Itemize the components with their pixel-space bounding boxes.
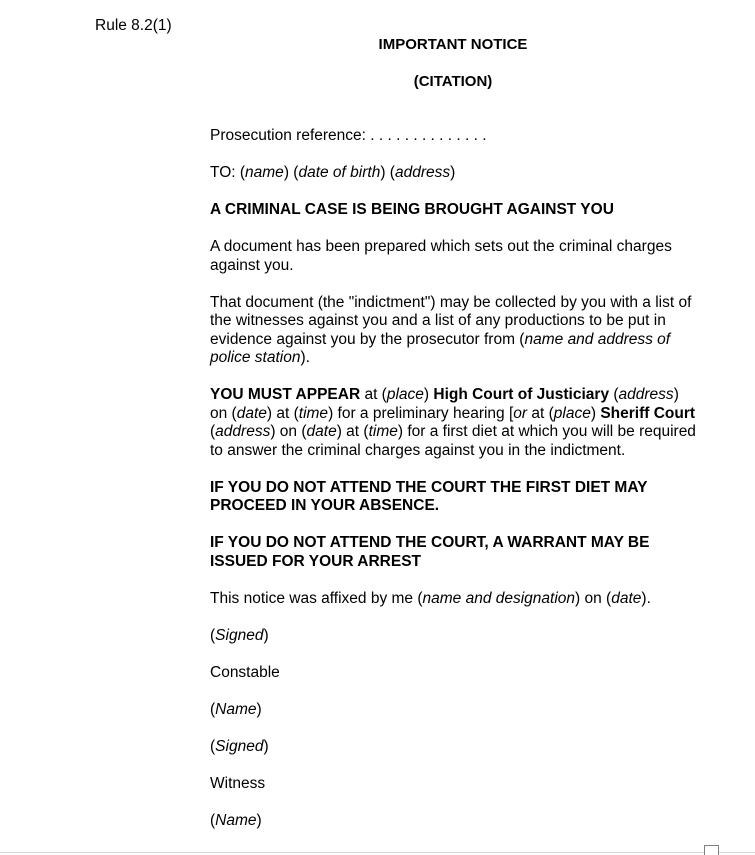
warrant-warning: IF YOU DO NOT ATTEND THE COURT, A WARRANT MAY BE ISSUED FOR YOUR ARREST [210, 534, 650, 570]
italic-text: date [611, 589, 642, 607]
text-segment: That document (the "indictment") may be collected by you with a list of the witnesses against you and a list of any productions to be put in evidence against you by the prosecutor from ( [210, 293, 692, 348]
witness-label: Witness [210, 774, 266, 792]
page-bottom-edge [0, 852, 755, 853]
text-segment: TO: ( [210, 164, 246, 181]
charges-paragraph: A document has been prepared which sets out the criminal charges against you. [210, 238, 672, 274]
italic-text: place [386, 386, 424, 403]
italic-text: Name [215, 700, 257, 718]
text-segment: ) at ( [336, 423, 369, 440]
layout-options-icon[interactable] [704, 845, 719, 855]
signed-line-witness [210, 738, 700, 757]
italic-text: date of birth [298, 164, 381, 181]
text-segment: ( [210, 700, 216, 718]
text-segment: ( [609, 386, 619, 403]
italic-text: time [368, 423, 398, 440]
italic-text: address [618, 386, 674, 403]
text-segment: Prosecution reference: [210, 127, 371, 144]
text-segment: ) [256, 811, 262, 829]
italic-text: place [553, 404, 591, 422]
indictment-paragraph [210, 294, 700, 368]
case-heading: A CRIMINAL CASE IS BEING BROUGHT AGAINST YOU [210, 201, 614, 218]
signed-line-constable [210, 627, 700, 646]
text-segment: ) on ( [210, 386, 679, 422]
text-segment: ) [263, 626, 269, 644]
constable-label: Constable [210, 663, 280, 681]
text-segment: at ( [360, 386, 387, 403]
text-segment: ) ( [380, 164, 395, 181]
prosecution-reference [210, 127, 700, 146]
rule-reference: Rule 8.2(1) [95, 17, 172, 34]
text-segment: ) [423, 386, 434, 403]
text-segment: This notice was affixed by me ( [210, 589, 423, 607]
bold-text: High Court of Justiciary [433, 386, 610, 403]
italic-text: name and designation [422, 589, 576, 607]
text-segment: ) at ( [266, 404, 299, 422]
text-segment: ( [210, 737, 216, 755]
italic-text: address [215, 423, 271, 440]
prosecution-reference-dots: . . . . . . . . . . . . . . [370, 127, 487, 144]
bold-text: Sheriff Court [600, 404, 696, 422]
name-line-constable [210, 701, 700, 720]
text-segment: ) for a first diet at which you will be required to answer the criminal charges against you in the indictment. [210, 423, 696, 459]
text-segment: ) [256, 700, 262, 718]
italic-text: date [306, 423, 337, 440]
notice-body [210, 127, 700, 849]
italic-text: or [513, 404, 528, 422]
italic-text: date [236, 404, 267, 422]
text-segment: ) [263, 737, 269, 755]
text-segment: ( [210, 811, 216, 829]
bold-text: YOU MUST APPEAR [210, 386, 361, 403]
text-segment: ) on ( [575, 589, 612, 607]
italic-text: name [245, 164, 284, 181]
text-segment: ( [210, 626, 216, 644]
notice-title: IMPORTANT NOTICE [378, 36, 528, 53]
recipient-line [210, 164, 700, 183]
italic-text: name and address of police station [210, 330, 671, 366]
text-segment: ). [300, 349, 310, 366]
text-segment: ) ( [283, 164, 299, 181]
italic-text: Signed [215, 737, 264, 755]
notice-subtitle: (CITATION) [413, 73, 493, 90]
italic-text: Signed [215, 626, 264, 644]
appearance-paragraph [210, 386, 700, 460]
text-segment: at ( [527, 404, 554, 422]
text-segment: ) [590, 404, 601, 422]
italic-text: time [298, 404, 329, 422]
text-segment: ( [210, 423, 216, 440]
text-segment: ). [641, 589, 651, 607]
text-segment: ) [450, 164, 456, 181]
text-segment: ) for a preliminary hearing [ [328, 404, 514, 422]
italic-text: address [394, 164, 451, 181]
first-diet-warning: IF YOU DO NOT ATTEND THE COURT THE FIRST DIET MAY PROCEED IN YOUR ABSENCE. [210, 478, 648, 514]
affixed-statement [210, 590, 700, 609]
italic-text: Name [215, 811, 257, 829]
text-segment: ) on ( [270, 423, 307, 440]
name-line-witness [210, 812, 700, 831]
